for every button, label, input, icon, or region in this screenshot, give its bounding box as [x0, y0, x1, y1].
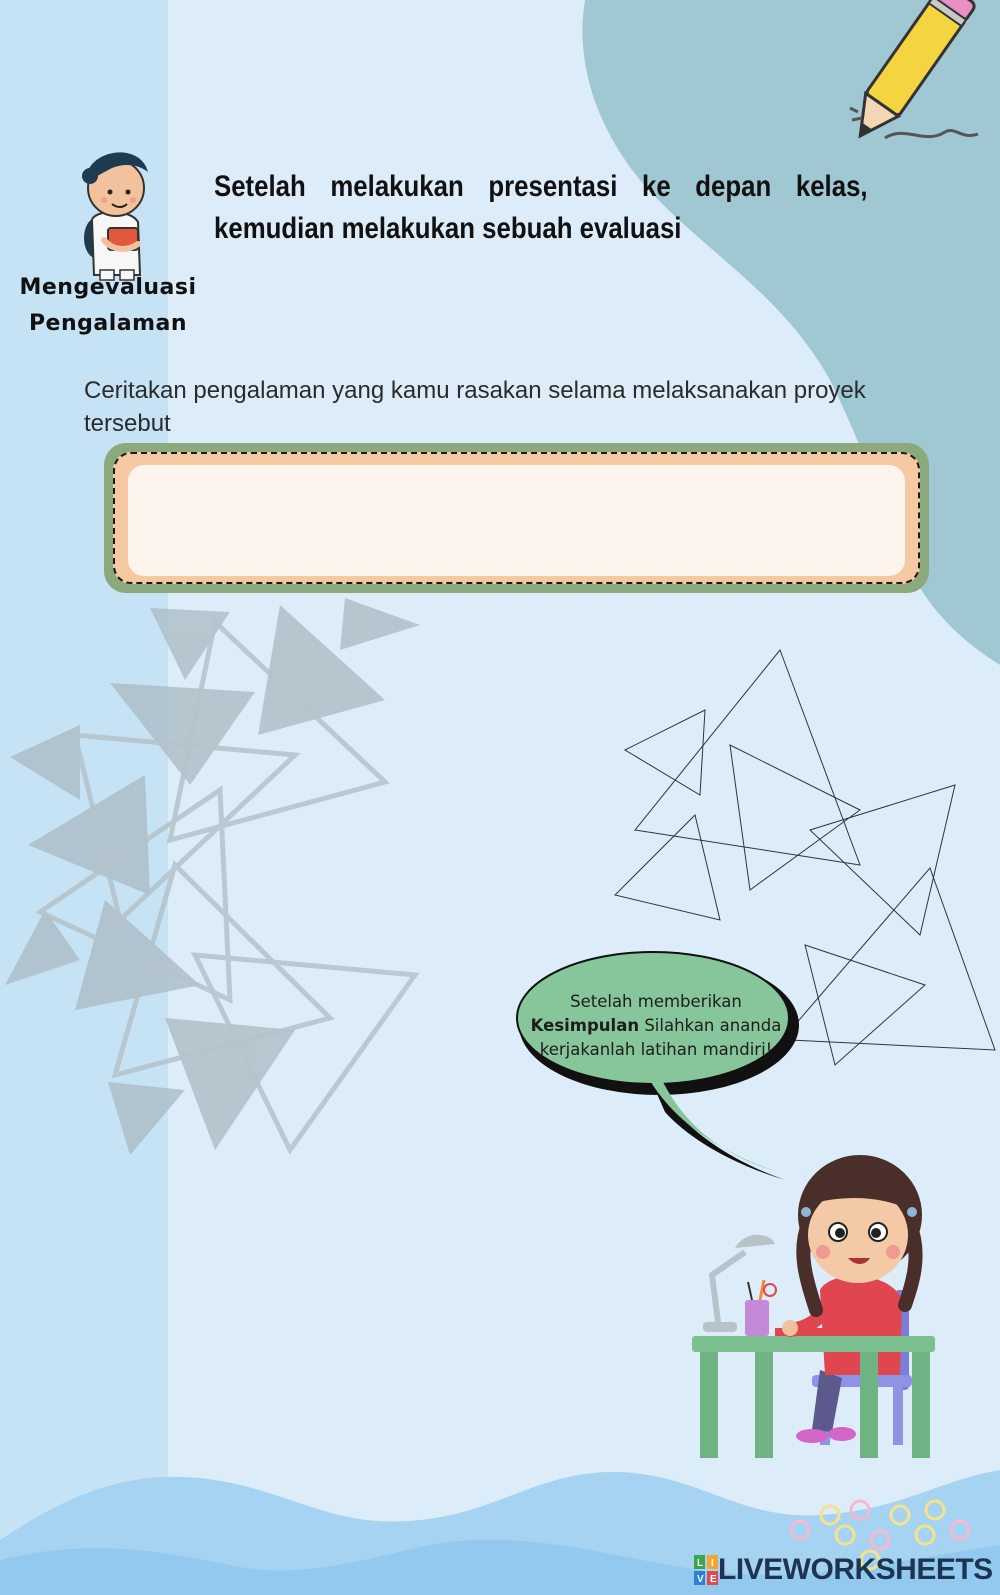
logo-letter-l: L — [697, 1558, 704, 1569]
logo-letter-v: V — [697, 1574, 704, 1585]
brand-logo — [694, 1553, 993, 1587]
speech-bold-word: Kesimpulan — [530, 1016, 640, 1035]
section-label-line2: Pengalaman — [28, 311, 188, 336]
speech-line3: kerjakanlah latihan mandiri! — [539, 1040, 773, 1059]
logo-letter-i: I — [711, 1558, 714, 1569]
section-label-line1: Mengevaluasi — [19, 275, 197, 300]
speech-line1: Setelah memberikan — [570, 992, 742, 1011]
speech-line2-rest: Silahkan ananda — [639, 1016, 782, 1035]
question-prompt: Ceritakan pengalaman yang kamu rasakan selama melaksanakan proyek tersebut — [84, 377, 866, 437]
liveworksheets-logo-icon — [694, 1555, 718, 1585]
logo-letter-e: E — [710, 1574, 717, 1585]
brand-name: LIVEWORKSHEETS — [718, 1553, 993, 1586]
page-heading: Setelah melakukan presentasi ke depan kelas, kemudian melakukan sebuah evaluasi — [214, 170, 868, 245]
